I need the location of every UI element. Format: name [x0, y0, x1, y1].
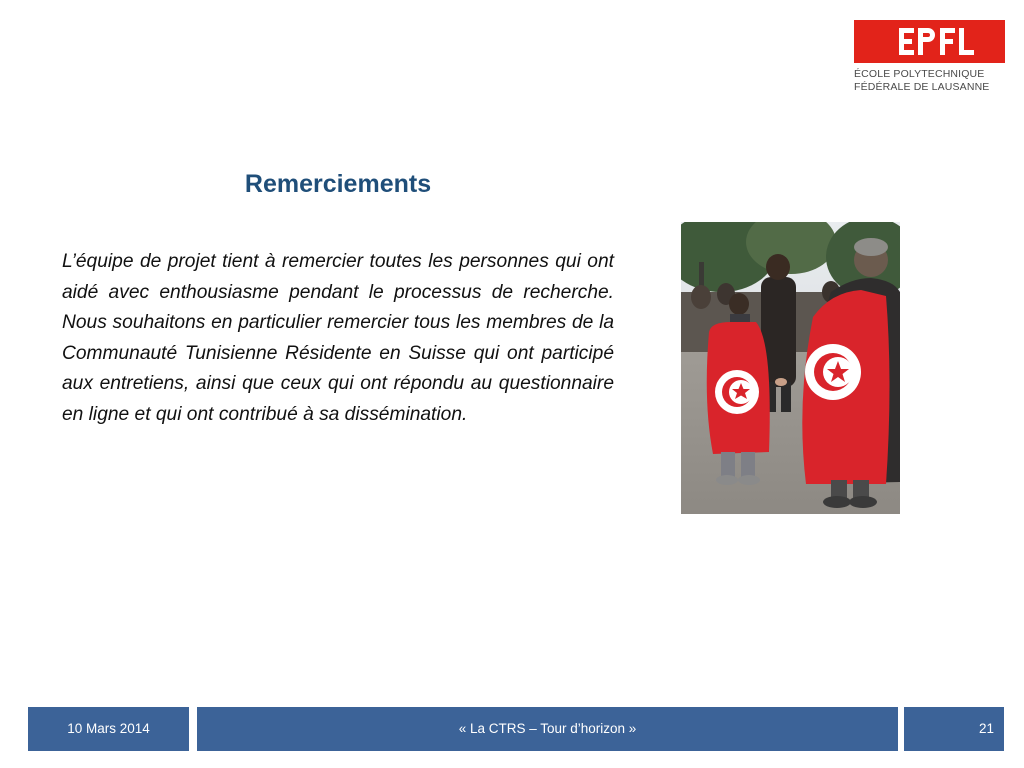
footer-date: 10 Mars 2014: [28, 707, 189, 751]
epfl-logo-line-1: ÉCOLE POLYTECHNIQUE: [854, 68, 985, 80]
footer-page-number: [904, 707, 1004, 751]
epfl-wordmark-icon: [854, 20, 1005, 63]
slide-title: Remerciements: [244, 170, 432, 198]
epfl-logo-mark: [854, 20, 1005, 63]
slide-body-text: L’équipe de projet tient à remercier toutes les personnes qui ont aidé avec enthousiasme pendant le processus de recherche. Nous souhaitons en particulier remercier tous les membres de la Communauté Tunisienne Résidente en Suisse qui ont participé aux entretiens, ainsi que ceux qui ont répondu au questionnaire en ligne et qui ont contribué à sa dissémination.: [62, 251, 614, 425]
epfl-logo: [854, 20, 1006, 96]
page-number-label: 21: [978, 721, 994, 736]
photo-tunisian-flags: [681, 222, 900, 514]
epfl-logo-line-2: FÉDÉRALE DE LAUSANNE: [854, 81, 990, 93]
people-with-flags-image: [681, 222, 900, 514]
footer-presentation-title: « La CTRS – Tour d’horizon »: [197, 707, 898, 751]
